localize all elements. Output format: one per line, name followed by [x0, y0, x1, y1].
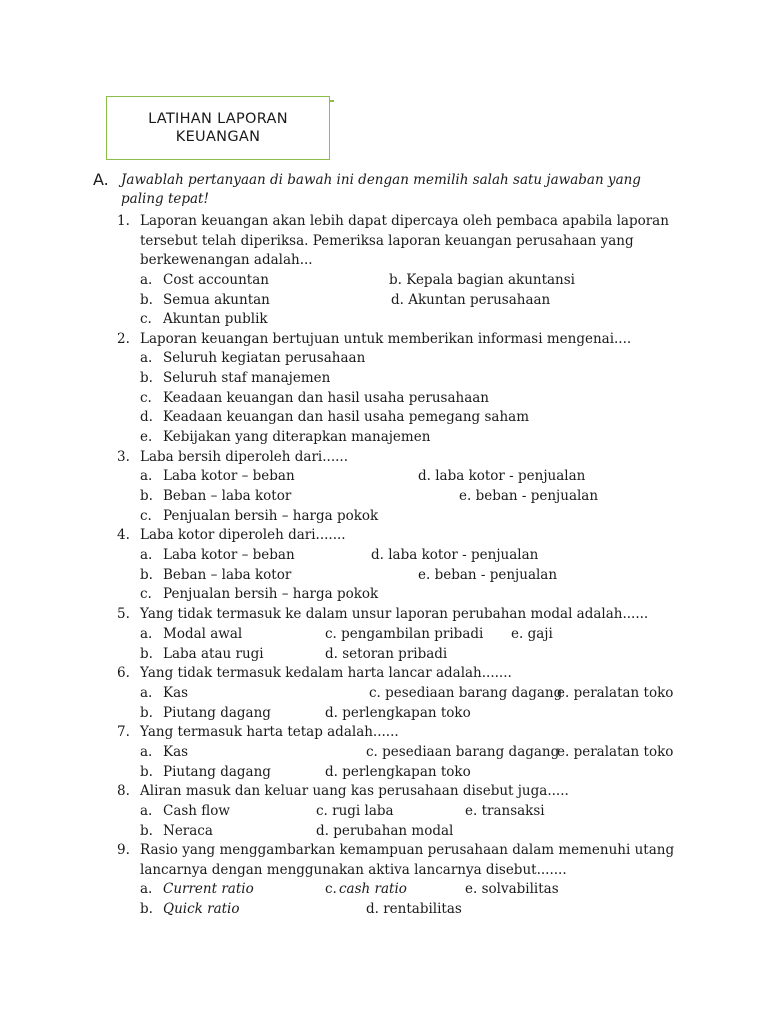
section-instruction: Jawablah pertanyaan di bawah ini dengan memilih salah satu jawaban yang paling tepat! — [121, 172, 641, 207]
q2-number: 2. — [117, 331, 130, 347]
q7-number: 7. — [117, 724, 130, 740]
q7-option-a: Kas — [163, 744, 189, 760]
q8-option-b-letter: b. — [140, 823, 153, 839]
q5-option-b: Laba atau rugi — [163, 646, 264, 662]
q9-option-c-letter: c. — [325, 881, 337, 897]
q6-option-d: d. perlengkapan toko — [325, 705, 471, 721]
q4-option-a-letter: a. — [140, 547, 153, 563]
q7-option-e: e. peralatan toko — [557, 744, 674, 760]
q3-text: Laba bersih diperoleh dari...... — [140, 449, 348, 465]
q2-option-d-letter: d. — [140, 409, 153, 425]
q8-option-a-letter: a. — [140, 803, 153, 819]
q3-option-e: e. beban - penjualan — [459, 488, 599, 504]
q1-option-a: Cost accountan — [163, 272, 269, 288]
q4-option-a: Laba kotor – beban — [163, 547, 295, 563]
q8-option-d: d. perubahan modal — [316, 823, 454, 839]
section-letter: A. — [93, 170, 109, 189]
q2-text: Laporan keuangan bertujuan untuk memberikan informasi mengenai.... — [140, 331, 632, 347]
q6-text: Yang tidak termasuk kedalam harta lancar adalah....... — [140, 665, 512, 681]
q2-option-e-letter: e. — [140, 429, 153, 445]
q5-text: Yang tidak termasuk ke dalam unsur laporan perubahan modal adalah...... — [140, 606, 649, 622]
q7-option-b: Piutang dagang — [163, 764, 271, 780]
q8-number: 8. — [117, 783, 130, 799]
q4-option-c: Penjualan bersih – harga pokok — [163, 586, 379, 602]
q6-option-b-letter: b. — [140, 705, 153, 721]
title-box — [106, 96, 330, 160]
title-box-tick — [330, 100, 334, 102]
q9-option-e: e. solvabilitas — [465, 881, 559, 897]
q6-option-a: Kas — [163, 685, 189, 701]
q2-option-d: Keadaan keuangan dan hasil usaha pemegang saham — [163, 409, 530, 425]
q9-option-b-letter: b. — [140, 901, 153, 917]
q7-option-a-letter: a. — [140, 744, 153, 760]
q8-option-a: Cash flow — [163, 803, 230, 819]
q1-option-c: Akuntan publik — [163, 311, 268, 327]
q8-option-e: e. transaksi — [465, 803, 545, 819]
q9-option-a-letter: a. — [140, 881, 153, 897]
q7-option-b-letter: b. — [140, 764, 153, 780]
q6-option-b: Piutang dagang — [163, 705, 271, 721]
q9-option-a: Current ratio — [163, 881, 254, 897]
q9-text-line1: Rasio yang menggambarkan kemampuan perusahaan dalam memenuhi utang — [140, 842, 675, 858]
q6-option-e: e. peralatan toko — [557, 685, 674, 701]
q4-option-b: Beban – laba kotor — [163, 567, 292, 583]
q1-option-d: b. Kepala bagian akuntansi — [389, 272, 576, 288]
q4-option-e: e. beban - penjualan — [418, 567, 558, 583]
title-line-2: KEUANGAN — [175, 129, 261, 145]
q3-option-c-letter: c. — [140, 508, 152, 524]
q9-text-line2: lancarnya dengan menggunakan aktiva lancarnya disebut....... — [140, 862, 567, 878]
q6-option-c: c. pesediaan barang dagang — [369, 685, 563, 701]
q8-option-c: c. rugi laba — [316, 803, 394, 819]
q5-option-d: d. setoran pribadi — [325, 646, 448, 662]
q3-option-d: d. laba kotor - penjualan — [418, 468, 586, 484]
q4-option-d: d. laba kotor - penjualan — [371, 547, 539, 563]
q8-option-b: Neraca — [163, 823, 213, 839]
q4-option-c-letter: c. — [140, 586, 152, 602]
q4-option-b-letter: b. — [140, 567, 153, 583]
q1-text-line2: tersebut telah diperiksa. Pemeriksa laporan keuangan perusahaan yang — [140, 233, 634, 249]
q6-option-a-letter: a. — [140, 685, 153, 701]
q5-option-a-letter: a. — [140, 626, 153, 642]
q4-number: 4. — [117, 527, 130, 543]
q3-option-a: Laba kotor – beban — [163, 468, 295, 484]
q9-option-c: cash ratio — [339, 881, 407, 897]
q1-option-b-letter: b. — [140, 292, 153, 308]
q7-option-c: c. pesediaan barang dagang — [366, 744, 560, 760]
q7-option-d: d. perlengkapan toko — [325, 764, 471, 780]
q5-option-b-letter: b. — [140, 646, 153, 662]
q1-number: 1. — [117, 213, 130, 229]
q8-text: Aliran masuk dan keluar uang kas perusahaan disebut juga..... — [140, 783, 569, 799]
q9-option-d: d. rentabilitas — [366, 901, 462, 917]
q3-number: 3. — [117, 449, 130, 465]
q3-option-b-letter: b. — [140, 488, 153, 504]
q5-option-c: c. pengambilan pribadi — [325, 626, 484, 642]
q2-option-b-letter: b. — [140, 370, 153, 386]
q7-text: Yang termasuk harta tetap adalah...... — [140, 724, 399, 740]
q9-number: 9. — [117, 842, 130, 858]
q1-option-e: d. Akuntan perusahaan — [391, 292, 551, 308]
q2-option-b: Seluruh staf manajemen — [163, 370, 331, 386]
q3-option-c: Penjualan bersih – harga pokok — [163, 508, 379, 524]
q1-option-c-letter: c. — [140, 311, 152, 327]
q6-number: 6. — [117, 665, 130, 681]
q5-option-a: Modal awal — [163, 626, 243, 642]
q2-option-c-letter: c. — [140, 390, 152, 406]
q1-text-line3: berkewenangan adalah... — [140, 252, 313, 268]
q1-text-line1: Laporan keuangan akan lebih dapat dipercaya oleh pembaca apabila laporan — [140, 213, 669, 229]
q1-option-b: Semua akuntan — [163, 292, 270, 308]
q3-option-a-letter: a. — [140, 468, 153, 484]
q2-option-c: Keadaan keuangan dan hasil usaha perusahaan — [163, 390, 489, 406]
q4-text: Laba kotor diperoleh dari....... — [140, 527, 346, 543]
q1-option-a-letter: a. — [140, 272, 153, 288]
q5-option-e: e. gaji — [511, 626, 553, 642]
q3-option-b: Beban – laba kotor — [163, 488, 292, 504]
q2-option-a-letter: a. — [140, 350, 153, 366]
q9-option-b: Quick ratio — [163, 901, 240, 917]
q2-option-a: Seluruh kegiatan perusahaan — [163, 350, 366, 366]
q2-option-e: Kebijakan yang diterapkan manajemen — [163, 429, 431, 445]
q5-number: 5. — [117, 606, 130, 622]
title-line-1: LATIHAN LAPORAN — [148, 111, 288, 127]
